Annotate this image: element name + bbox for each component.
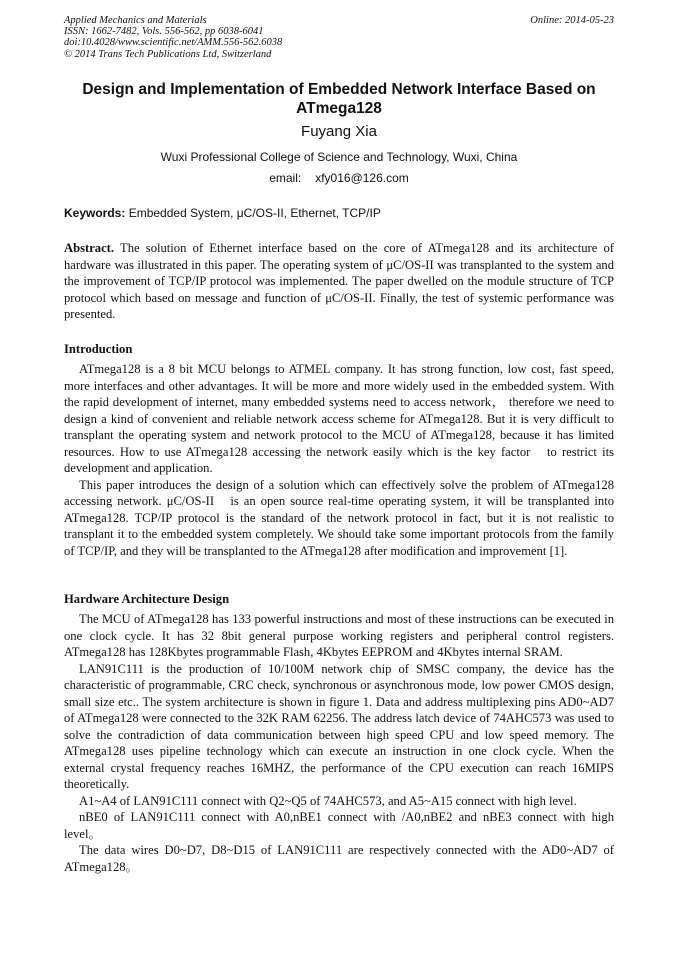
hardware-paragraph-2: LAN91C111 is the production of 10/100M network chip of SMSC company, the device has the characteristic of programmable, CRC check, synchronous or asynchronous mode, low power CMOS design, small size etc.. The system architecture is shown in figure 1. Data and address multiplexing pins AD0~AD7 of ATmega128 were connected to the 32K RAM 62256. The address latch device of 74AHC573 was used to solve the contradiction of data communication between high speed CPU and low speed memory. The ATmega128 uses pipeline technology which can execute an instruction in one clock cycle. When the external crystal frequency reaches 16MHZ, the performance of the CPU execution can reach 16MIPS theoretically. (64, 661, 614, 791)
email-line (64, 171, 614, 185)
hardware-body (64, 611, 614, 875)
email-address: xfy016@126.com (315, 171, 409, 185)
keywords (64, 206, 614, 220)
keywords-text: Embedded System, μC/OS-II, Ethernet, TCP/IP (128, 206, 381, 220)
abstract-text: The solution of Ethernet interface based on the core of ATmega128 and its architecture of hardware was illustrated in this paper. The operating system of μC/OS-II was transplanted to the system and the improvement of TCP/IP protocol was implemented. The paper dwelled on the module structure of TCP protocol which based on message and function of μC/OS-II. Finally, the test of systemic performance was presented. (64, 241, 614, 321)
online-date: Online: 2014-05-23 (530, 15, 614, 26)
author-name: Fuyang Xia (301, 123, 377, 140)
issn-line: ISSN: 1662-7482, Vols. 556-562, pp 6038-6041 (64, 26, 264, 38)
affiliation: Wuxi Professional College of Science and Technology, Wuxi, China (160, 150, 518, 164)
hardware-heading: Hardware Architecture Design (64, 592, 230, 606)
introduction-heading: Introduction (64, 342, 133, 356)
abstract-paragraph (64, 240, 614, 323)
email-label: email: (269, 171, 302, 185)
hardware-paragraph-3: A1~A4 of LAN91C111 connect with Q2~Q5 of 74AHC573, and A5~A15 connect with high level. (79, 793, 577, 808)
abstract (64, 240, 614, 323)
introduction-body (64, 361, 614, 559)
abstract-label: Abstract. (64, 241, 115, 255)
hardware-paragraph-5: The data wires D0~D7, D8~D15 of LAN91C111 are respectively connected with the AD0~AD7 of ATmega128。 (64, 843, 614, 874)
paper-title: Design and Implementation of Embedded Network Interface Based on ATmega128 (82, 81, 596, 117)
hardware-paragraph-4: nBE0 of LAN91C111 connect with A0,nBE1 connect with /A0,nBE2 and nBE3 connect with high level。 (64, 810, 614, 841)
copyright-line: © 2014 Trans Tech Publications Ltd, Switzerland (64, 48, 272, 60)
journal-name: Applied Mechanics and Materials (64, 15, 207, 26)
introduction-paragraph-2: This paper introduces the design of a solution which can effectively solve the problem of ATmega128 accessing network. μC/OS-II is an open source real-time operating system, it will be transplanted into ATmega128. TCP/IP protocol is the standard of the network protocol in fact, but it is not realistic to transplant it to the embedded system completely. We should take some important protocols from the family of TCP/IP, and they will be transplanted to the ATmega128 after modification and improvement [1]. (64, 477, 614, 558)
doi-line: doi:10.4028/www.scientific.net/AMM.556-562.6038 (64, 37, 283, 49)
introduction-paragraph-1: ATmega128 is a 8 bit MCU belongs to ATMEL company. It has strong function, low cost, fast speed, more interfaces and other advantages. It will be more and more widely used in the embedded system. With the rapid development of internet, many embedded systems need to access network， therefore we need to design a kind of convenient and reliable network access scheme for ATmega128. But it is very difficult to transplant the operating system and network protocol to the MCU of ATmega128, because it has limited resources. How to use ATmega128 accessing the network easily which is the key factor to restrict its development and application. (64, 362, 614, 475)
keywords-label: Keywords: (64, 206, 126, 220)
hardware-paragraph-1: The MCU of ATmega128 has 133 powerful instructions and most of these instructions can be executed in one clock cycle. It has 32 8bit general purpose working registers and peripheral control registers. ATmega128 has 128Kbytes programmable Flash, 4Kbytes EEPROM and 4Kbytes internal SRAM. (64, 612, 614, 659)
journal-header (64, 15, 614, 60)
